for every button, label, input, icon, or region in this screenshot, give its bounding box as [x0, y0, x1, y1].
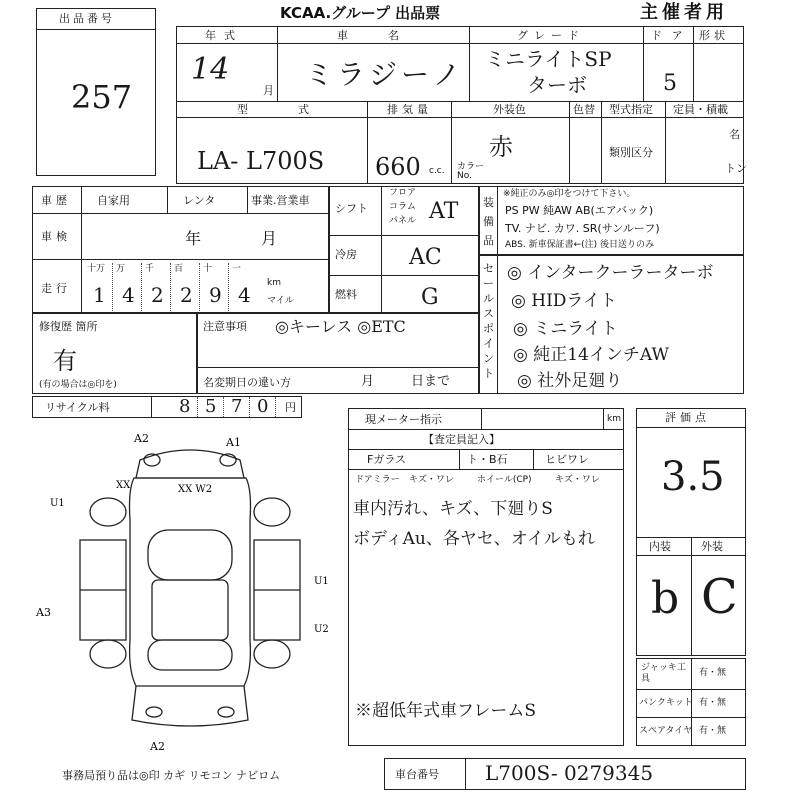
mark-xx-w2: XX W2	[178, 484, 213, 495]
mileage-digit-label: 千	[145, 264, 155, 274]
history-label: 車歴	[41, 194, 71, 207]
interior-value: b	[651, 573, 680, 624]
color-change-label: 色替	[573, 103, 595, 116]
mileage-digit: 1	[93, 283, 106, 307]
equipment-table	[478, 186, 744, 256]
frame-note: ※超低年式車フレームS	[355, 701, 536, 721]
remark-line-1: 車内汚れ、キズ、下廻りS	[353, 499, 553, 519]
shift-column: コラム	[389, 202, 416, 212]
car-damage-diagram	[30, 430, 350, 760]
crack-label: ヒビワレ	[545, 453, 589, 466]
mark-xx-left: XX	[116, 480, 131, 491]
change-date-label: 名変期日の違い方	[203, 376, 291, 389]
vehicle-info-table	[176, 26, 747, 184]
caution-value: ◎キーレス ◎ETC	[275, 317, 406, 336]
km-label: km	[267, 278, 281, 288]
doors-value: 5	[663, 71, 677, 96]
exterior-label: 外装	[701, 540, 723, 553]
wheel-options: キズ・ワレ	[555, 475, 600, 485]
grade-value-2: ターボ	[527, 73, 587, 97]
lot-number-value: 257	[71, 78, 133, 116]
spare-value: 有・無	[699, 726, 727, 736]
shape-label: 形状	[699, 29, 729, 42]
model-label: 型式	[237, 103, 359, 116]
history-rental: レンタ	[183, 194, 216, 207]
sales-points-box	[478, 254, 744, 394]
repair-value: 有	[53, 347, 77, 375]
remark-line-2: ボディAu、各ヤセ、オイルもれ	[353, 529, 595, 549]
inspection-year: 年	[185, 229, 202, 248]
grade-value-1: ミニライトSP	[485, 47, 612, 71]
recycle-digit: 8	[179, 396, 191, 417]
change-month: 月	[361, 374, 375, 389]
fuel-label: 燃料	[335, 288, 357, 301]
shift-label: シフト	[335, 202, 368, 215]
displacement-value: 660	[375, 153, 421, 181]
mark-u1-right: U1	[314, 576, 329, 587]
mileage-digit-label: 万	[116, 264, 126, 274]
exterior-value: C	[701, 569, 738, 625]
interior-label: 内装	[649, 540, 671, 553]
equipment-note: ※純正のみ◎印をつけて下さい。	[503, 189, 636, 199]
year-label: 年式	[205, 29, 243, 42]
sales-point-1: ◎ インタークーラーターボ	[507, 263, 714, 283]
history-table	[32, 186, 330, 314]
persons-unit: 名	[729, 128, 740, 141]
mark-a2-front: A2	[134, 432, 149, 445]
spare-label: スペアタイヤ	[639, 726, 693, 736]
chassis-value: L700S- 0279345	[485, 761, 654, 785]
inspector-label: 【査定員記入】	[423, 433, 500, 446]
equipment-label: 装備品	[483, 196, 494, 247]
shift-panel: パネル	[389, 216, 417, 226]
mark-a2-rear: A2	[150, 740, 165, 753]
repair-label: 修復歴 箇所	[39, 320, 98, 333]
car-name-label: 車名	[337, 29, 439, 42]
sales-point-3: ◎ ミニライト	[513, 319, 618, 339]
repair-box	[32, 312, 198, 394]
displacement-label: 排気量	[387, 103, 432, 116]
history-private: 自家用	[97, 194, 130, 207]
meter-label: 現メーター指示	[365, 413, 442, 426]
grade-box	[636, 408, 746, 656]
puncture-value: 有・無	[699, 698, 727, 708]
recycle-yen: 円	[285, 401, 296, 414]
tools-box	[636, 658, 746, 746]
grade-value: 3.5	[661, 454, 725, 500]
mileage-digit-label: 百	[174, 264, 184, 274]
lot-number-label: 出品番号	[59, 12, 115, 25]
sales-point-4: ◎ 純正14インチAW	[513, 345, 669, 365]
recycle-digit: 0	[257, 396, 269, 417]
equipment-line-3: ABS. 新車保証書←(注) 後日送りのみ	[505, 240, 655, 250]
mileage-digit-label: 十万	[87, 264, 106, 274]
ac-label: 冷房	[335, 248, 357, 261]
chassis-label: 車台番号	[395, 768, 439, 781]
glass-label: Fガラス	[367, 453, 406, 466]
mile-label: マイル	[267, 296, 294, 306]
sales-point-5: ◎ 社外足廻り	[517, 371, 623, 391]
mileage-digit: 2	[151, 283, 164, 307]
wheel-label: ホイール(CP)	[477, 475, 532, 485]
glass-options: ト・B石	[467, 453, 508, 466]
grade-label: グレード	[517, 29, 585, 42]
shift-table	[328, 186, 480, 314]
ext-color-label: 外装色	[493, 103, 526, 116]
color-no-label: カラー No.	[457, 162, 485, 181]
jack-label: ジャッキ工具	[641, 663, 686, 684]
sales-points-label: セールスポイント	[483, 262, 494, 380]
host-label: 主催者用	[640, 2, 728, 23]
mileage-digit: 4	[122, 283, 135, 307]
caution-box	[196, 312, 480, 394]
change-day: 日まで	[411, 374, 451, 389]
mileage-label: 走行	[41, 282, 71, 295]
inspection-label: 車検	[41, 230, 71, 243]
capacity-label: 定員・積載	[673, 103, 728, 116]
office-note: 事務局預り品は◎印 カギ リモコン ナビロム	[62, 769, 281, 782]
equipment-line-1: PS PW 純AW AB(エアバック)	[505, 204, 654, 217]
recycle-digit: 5	[205, 396, 217, 417]
mark-u2-right: U2	[314, 624, 329, 635]
history-business: 事業.営業車	[251, 194, 310, 207]
category-label: 類別区分	[609, 146, 653, 159]
sales-point-2: ◎ HIDライト	[511, 291, 617, 311]
shift-value: AT	[429, 199, 459, 224]
year-value: 14	[191, 52, 230, 87]
mileage-digit: 9	[209, 283, 222, 307]
month-unit: 月	[263, 84, 274, 97]
mark-a1-front: A1	[226, 436, 241, 449]
meter-block	[348, 408, 624, 746]
mileage-digit-label: 一	[232, 264, 242, 274]
ac-value: AC	[409, 245, 442, 270]
repair-note: (有の場合は◎印を)	[39, 380, 117, 390]
recycle-digit: 7	[231, 396, 243, 417]
shift-floor: フロア	[389, 188, 417, 198]
mileage-digit: 2	[180, 283, 193, 307]
lot-number-box	[36, 8, 156, 176]
meter-km: km	[607, 414, 621, 424]
mirror-options: キズ・ワレ	[409, 475, 454, 485]
model-value: LA- L700S	[197, 147, 325, 175]
mirror-label: ドアミラー	[355, 475, 400, 485]
cc-unit: c.c.	[429, 166, 445, 176]
model-designation-label: 型式指定	[609, 103, 653, 116]
mark-u1-left: U1	[50, 498, 65, 509]
mark-a3-left: A3	[36, 606, 51, 619]
fuel-value: G	[421, 285, 439, 310]
recycle-box	[32, 396, 302, 418]
doors-label: ドア	[651, 29, 693, 42]
puncture-label: パンクキット	[639, 698, 693, 708]
caution-label: 注意事項	[203, 320, 247, 333]
tons-unit: トン	[725, 162, 747, 175]
equipment-line-2: TV. ナビ. カワ. SR(サンルーフ)	[505, 222, 660, 235]
grade-label: 評価点	[665, 411, 710, 424]
mileage-digit-label: 十	[203, 264, 213, 274]
ext-color-value: 赤	[489, 133, 513, 161]
car-name-value: ミラジーノ	[305, 58, 465, 91]
org-title: KCAA.グループ 出品票	[280, 4, 441, 22]
recycle-label: リサイクル料	[45, 401, 110, 414]
inspection-month: 月	[261, 229, 278, 248]
jack-value: 有・無	[699, 668, 727, 678]
chassis-box	[384, 758, 746, 790]
mileage-digit: 4	[238, 283, 251, 307]
